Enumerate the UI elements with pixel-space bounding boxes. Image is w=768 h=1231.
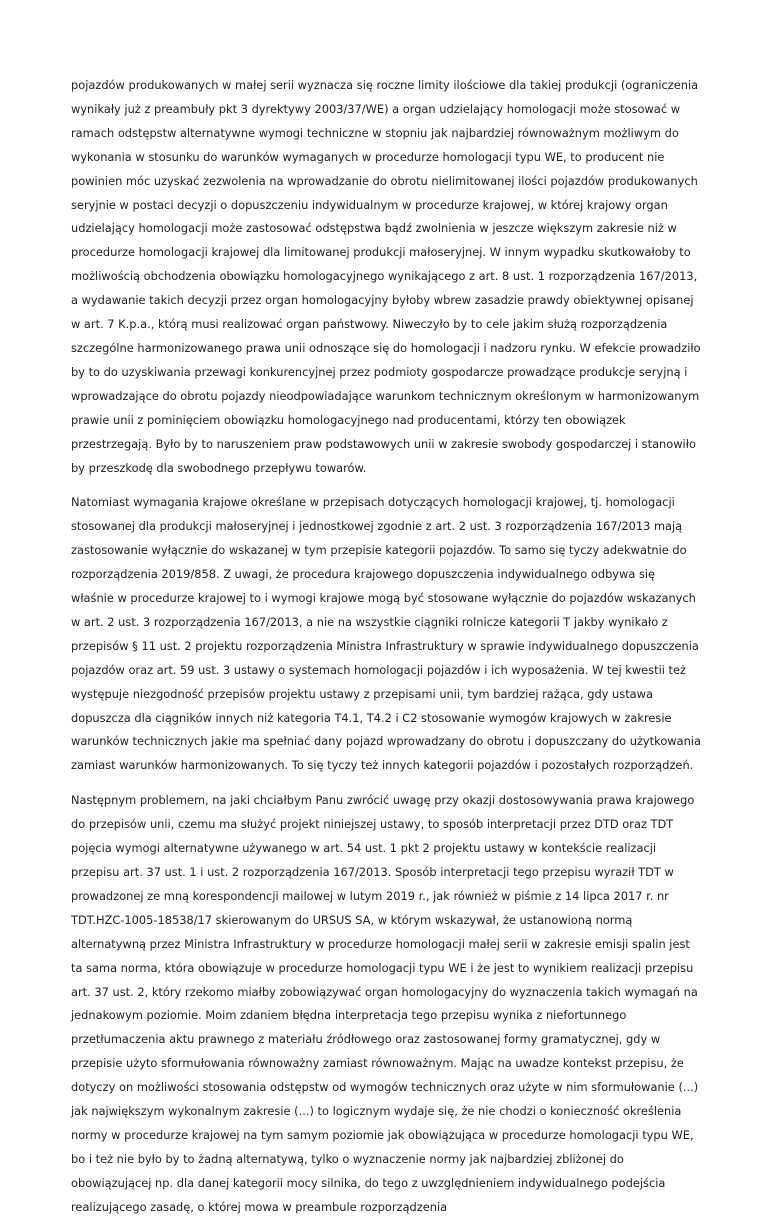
- paragraph-2: Natomiast wymagania krajowe określane w przepisach dotyczących homologacji krajowej, tj. homologacji stosowanej dla produkcji małoseryjnej i jednostkowej zgodnie z art. 2 ust. 3 rozporządzenia 167/2013 mają zastosowanie wyłącznie do wskazanej w tym przepisie kategorii pojazdów. To samo się tyczy adekwatnie do rozporządzenia 2019/858. Z uwagi, że procedura krajowego dopuszczenia indywidualnego odbywa się właśnie w procedurze krajowej to i wymogi krajowe mogą być stosowane wyłącznie do pojazdów wskazanych w art. 2 ust. 3 rozporządzenia 167/2013, a nie na wszystkie ciągniki rolnicze kategorii T jakby wynikało z przepisów § 11 ust. 2 projektu rozporządzenia Ministra Infrastruktury w sprawie indywidualnego dopuszczenia pojazdów oraz art. 59 ust. 3 ustawy o systemach homologacji pojazdów i ich wyposażenia. W tej kwestii też występuje niezgodność przepisów projektu ustawy z przepisami unii, tym bardziej rażąca, gdy ustawa dopuszcza dla ciągników innych niż kategoria T4.1, T4.2 i C2 stosowanie wymogów krajowych w zakresie warunków technicznych jakie ma spełniać dany pojazd wprowadzany do obrotu i dopuszczany do użytkowania zamiast warunków harmonizowanych. To się tyczy też innych kategorii pojazdów i pozostałych rozporządzeń.: [71, 495, 701, 773]
- paragraph-1: pojazdów produkowanych w małej serii wyznacza się roczne limity ilościowe dla takiej produkcji (ograniczenia wynikały już z preambuły pkt 3 dyrektywy 2003/37/WE) a organ udzielający homologacji może stosować w ramach odstępstw alternatywne wymogi techniczne w stopniu jak najbardziej równoważnym możliwym do wykonania w stosunku do warunków wymaganych w procedurze homologacji typu WE, to producent nie powinien móc uzyskać zezwolenia na wprowadzanie do obrotu nielimitowanej ilości pojazdów produkowanych seryjnie w postaci decyzji o dopuszczeniu indywidualnym w procedurze krajowej, w której krajowy organ udzielający homologacji może zastosować odstępstwa bądź zwolnienia w jeszcze większym zakresie niż w procedurze homologacji krajowej dla limitowanej produkcji małoseryjnej. W innym wypadku skutkowałoby to możliwością obchodzenia obowiązku homologacyjnego wynikającego z art. 8 ust. 1 rozporządzenia 167/2013, a wydawanie takich decyzji przez organ homologacyjny byłoby wbrew zasadzie prawdy obiektywnej opisanej w art. 7 K.p.a., którą musi realizować organ państwowy. Niweczyło by to cele jakim służą rozporządzenia szczególne harmonizowanego prawa unii odnoszące się do homologacji i nadzoru rynku. W efekcie prowadziło by to do uzyskiwania przewagi konkurencyjnej przez podmioty gospodarcze prowadzące produkcje seryjną i wprowadzające do obrotu pojazdy nieodpowiadające warunkom technicznym określonym w harmonizowanym prawie unii z pominięciem obowiązku homologacyjnego nad producentami, którzy ten obowiązek przestrzegają. Było by to naruszeniem praw podstawowych unii w zakresie swobody gospodarczej i stanowiło by przeszkodę dla swobodnego przepływu towarów.: [71, 78, 701, 475]
- paragraph-3: Następnym problemem, na jaki chciałbym Panu zwrócić uwagę przy okazji dostosowywania prawa krajowego do przepisów unii, czemu ma służyć projekt niniejszej ustawy, to sposób interpretacji przez DTD oraz TDT pojęcia wymogi alternatywne używanego w art. 54 ust. 1 pkt 2 projektu ustawy w kontekście realizacji przepisu art. 37 ust. 1 i ust. 2 rozporządzenia 167/2013. Sposób interpretacji tego przepisu wyraził TDT w prowadzonej ze mną korespondencji mailowej w lutym 2019 r., jak również w piśmie z 14 lipca 2017 r. nr TDT.HZC-1005-18538/17 skierowanym do URSUS SA, w którym wskazywał, że ustanowioną normą alternatywną przez Ministra Infrastruktury w procedurze homologacji małej serii w zakresie emisji spalin jest ta sama norma, która obowiązuje w procedurze homologacji typu WE i że jest to wynikiem realizacji przepisu art. 37 ust. 2, który rzekomo miałby zobowiązywać organ homologacyjny do wyznaczenia takich wymagań na jednakowym poziomie. Moim zdaniem błędna interpretacja tego przepisu wynika z niefortunnego przetłumaczenia aktu prawnego z materiału źródłowego oraz zastosowanej formy gramatycznej, gdy w przepisie użyto sformułowania równoważny zamiast równoważnym. Mając na uwadze kontekst przepisu, że dotyczy on możliwości stosowania odstępstw od wymogów technicznych oraz użyte w nim sformułowanie (...) jak największym wykonalnym zakresie (...) to logicznym wydaje się, że nie chodzi o konieczność określenia normy w procedurze krajowej na tym samym poziomie jak obowiązująca w procedurze homologacji typu WE, bo i też nie było by to żadną alternatywą, tylko o wyznaczenie normy jak najbardziej zbliżonej do obowiązującej np. dla danej kategorii mocy silnika, do tego z uwzględnieniem indywidualnego podejścia realizującego zasadę, o której mowa w preambule rozporządzenia: [71, 793, 699, 1214]
- document-body: [71, 74, 701, 1231]
